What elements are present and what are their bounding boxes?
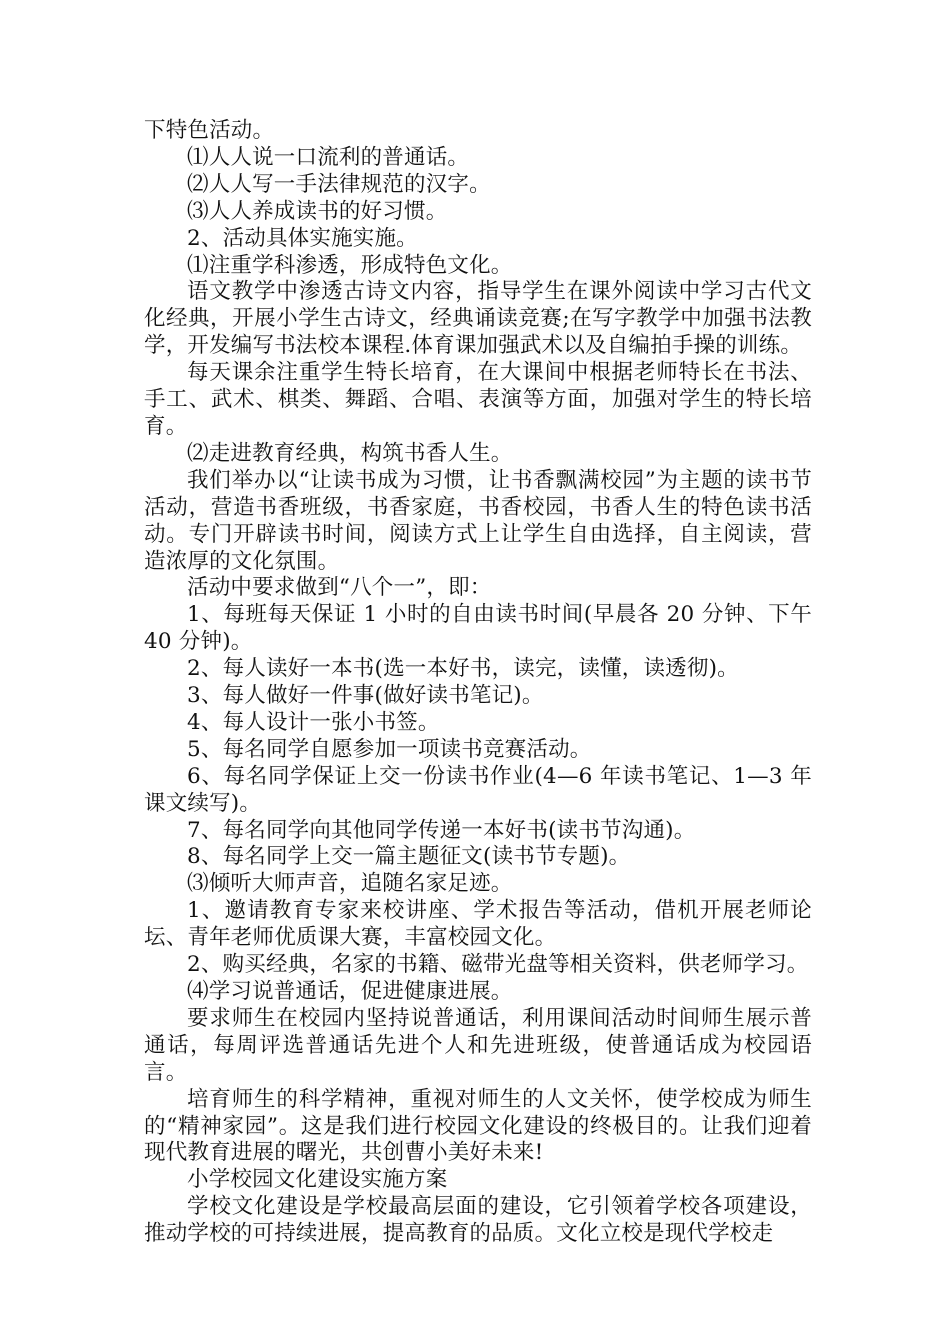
paragraph: 下特色活动。: [144, 118, 275, 143]
list-item: 2、购买经典，名家的书籍、磁带光盘等相关资料，供老师学习。: [187, 952, 809, 978]
subsection-heading: ⑷学习说普通话，促进健康进展。: [187, 979, 513, 1004]
subsection-heading: ⑴注重学科渗透，形成特色文化。: [187, 252, 513, 278]
document-title: 小学校园文化建设实施方案: [187, 1167, 448, 1193]
list-item: 1、邀请教育专家来校讲座、学术报告等活动，借机开展老师论坛、青年老师优质课大赛，丰富校园文化。: [144, 898, 812, 951]
paragraph: 我们举办以“让读书成为习惯，让书香飘满校园”为主题的读书节活动，营造书香班级，书香家庭，书香校园，书香人生的特色读书活动。专门开辟读书时间，阅读方式上让学生自由选择，自主阅读，营造浓厚的文化氛围。: [144, 467, 812, 574]
list-item: 7、每名同学向其他同学传递一本好书(读书节沟通)。: [187, 817, 696, 843]
list-item: 2、每人读好一本书(选一本好书，读完，读懂，读透彻)。: [187, 656, 739, 682]
list-item: ⑴人人说一口流利的普通话。: [187, 144, 470, 170]
paragraph: 学校文化建设是学校最高层面的建设，它引领着学校各项建设，推动学校的可持续进展，提高教育的品质。文化立校是现代学校走: [144, 1194, 812, 1247]
document-page: [144, 118, 812, 1248]
section-heading: 2、活动具体实施实施。: [187, 225, 418, 251]
list-item: 5、每名同学自愿参加一项读书竞赛活动。: [187, 736, 592, 762]
list-item: 6、每名同学保证上交一份读书作业(4—6 年读书笔记、1—3 年课文续写)。: [144, 763, 812, 816]
paragraph: 语文教学中渗透古诗文内容，指导学生在课外阅读中学习古代文化经典，开展小学生古诗文，经典诵读竞赛;在写字教学中加强书法教学，开发编写书法校本课程.体育课加强武术以及自编拍手操的训练。: [144, 279, 812, 359]
list-item: ⑶人人养成读书的好习惯。: [187, 198, 448, 224]
list-item: 4、每人设计一张小书签。: [187, 709, 440, 735]
list-item: 3、每人做好一件事(做好读书笔记)。: [187, 683, 544, 709]
subsection-heading: ⑶倾听大师声音，追随名家足迹。: [187, 871, 513, 897]
paragraph: 每天课余注重学生特长培育，在大课间中根据老师特长在书法、手工、武术、棋类、舞蹈、合唱、表演等方面，加强对学生的特长培育。: [144, 360, 812, 439]
subsection-heading: ⑵走进教育经典，构筑书香人生。: [187, 440, 513, 466]
paragraph: 要求师生在校园内坚持说普通话，利用课间活动时间师生展示普通话，每周评选普通话先进个人和先进班级，使普通话成为校园语言。: [144, 1005, 812, 1085]
list-item: 1、每班每天保证 1 小时的自由读书时间(早晨各 20 分钟、下午 40 分钟)。: [144, 602, 812, 655]
list-item: ⑵人人写一手法律规范的汉字。: [187, 171, 491, 197]
paragraph: 活动中要求做到“八个一”，即：: [187, 575, 492, 601]
list-item: 8、每名同学上交一篇主题征文(读书节专题)。: [187, 844, 631, 870]
paragraph: 培育师生的科学精神，重视对师生的人文关怀，使学校成为师生的“精神家园”。这是我们进行校园文化建设的终极目的。让我们迎着现代教育进展的曙光，共创曹小美好未来!: [144, 1086, 812, 1166]
